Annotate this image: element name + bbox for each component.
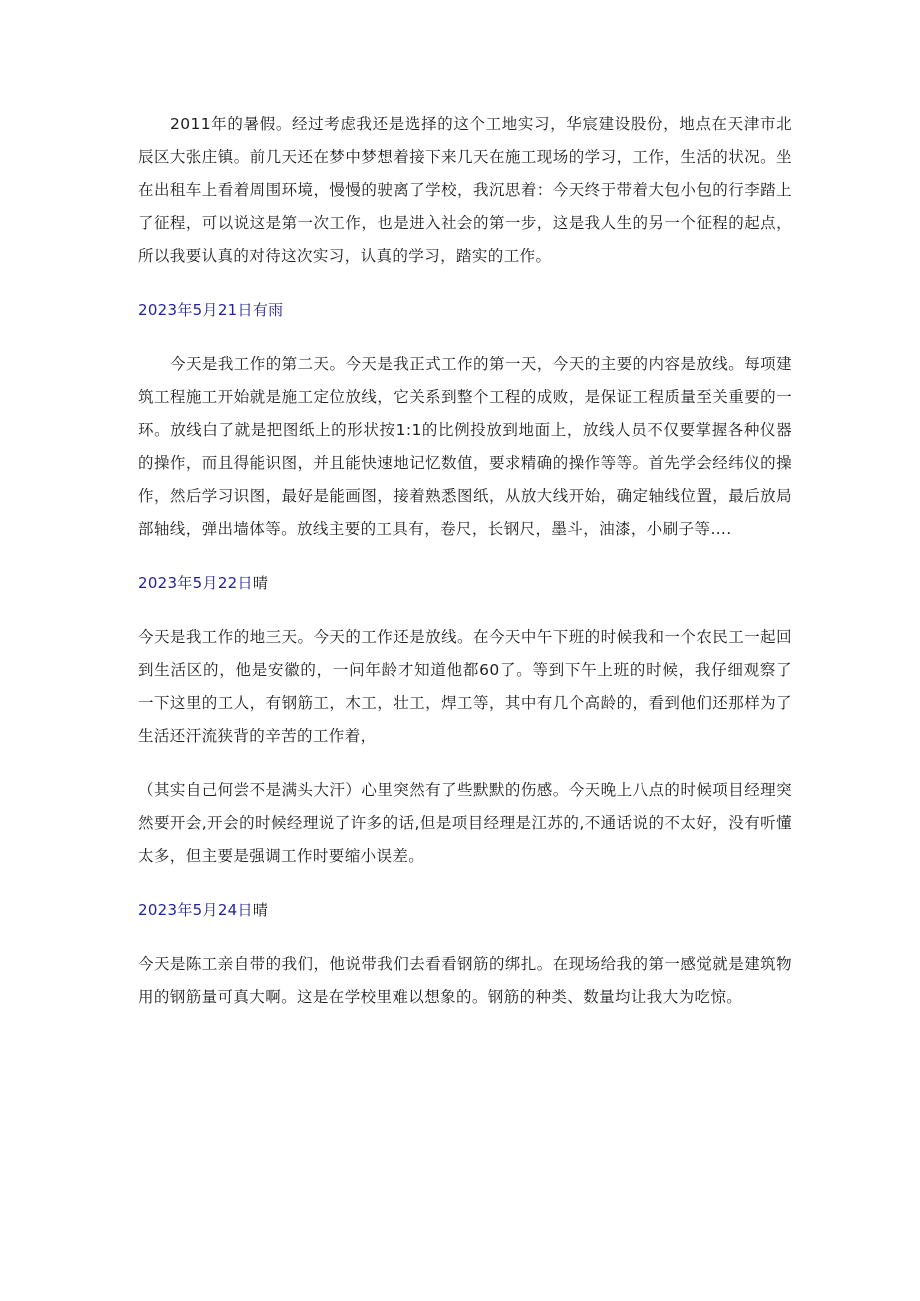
date-heading-may-24 [138,894,792,927]
date-heading-may-22 [138,567,792,600]
date-heading-may-21 [138,294,792,327]
paragraph-intro: 2011年的暑假。经过考虑我还是选择的这个工地实习，华宸建设股份，地点在天津市北辰区大张庄镇。前几天还在梦中梦想着接下来几天在施工现场的学习，工作，生活的状况。坐在出租车上看着周围环境，慢慢的驶离了学校，我沉思着：今天终于带着大包小包的行李踏上了征程，可以说这是第一次工作，也是进入社会的第一步，这是我人生的另一个征程的起点，所以我要认真的对待这次实习，认真的学习，踏实的工作。 [138,115,792,265]
document-page [138,108,792,1014]
weather-text: 晴 [252,901,269,919]
date-text: 2023年5月22日 [138,574,253,592]
paragraph-rebar: 今天是陈工亲自带的我们，他说带我们去看看钢筋的绑扎。在现场给我的第一感觉就是建筑物用的钢筋量可真大啊。这是在学校里难以想象的。钢筋的种类、数量均让我大为吃惊。 [138,955,792,1006]
paragraph-meeting: （其实自己何尝不是满头大汗）心里突然有了些默默的伤感。今天晚上八点的时候项目经理突然要开会,开会的时候经理说了许多的话,但是项目经理是江苏的,不通话说的不太好，没有听懂太多，但主要是强调工作时要缩小误差。 [138,781,792,865]
paragraph-day-three: 今天是我工作的地三天。今天的工作还是放线。在今天中午下班的时候我和一个农民工一起回到生活区的，他是安徽的，一问年龄才知道他都60了。等到下午上班的时候，我仔细观察了一下这里的工人，有钢筋工，木工，壮工，焊工等，其中有几个高龄的，看到他们还那样为了生活还汗流狭背的辛苦的工作着， [138,628,792,745]
date-text: 2023年5月24日 [138,901,253,919]
weather-text: 晴 [252,574,269,592]
paragraph-day-two: 今天是我工作的第二天。今天是我正式工作的第一天，今天的主要的内容是放线。每项建筑工程施工开始就是施工定位放线，它关系到整个工程的成败，是保证工程质量至关重要的一环。放线白了就是把图纸上的形状按1:1的比例投放到地面上，放线人员不仅要掌握各种仪器的操作，而且得能识图，并且能快速地记忆数值，要求精确的操作等等。首先学会经纬仪的操作，然后学习识图，最好是能画图，接着熟悉图纸，从放大线开始，确定轴线位置，最后放局部轴线，弹出墙体等。放线主要的工具有，卷尺，长钢尺，墨斗，油漆，小刷子等…. [138,355,792,538]
weather-text: 有雨 [252,301,284,319]
date-text: 2023年5月21日 [138,301,253,319]
